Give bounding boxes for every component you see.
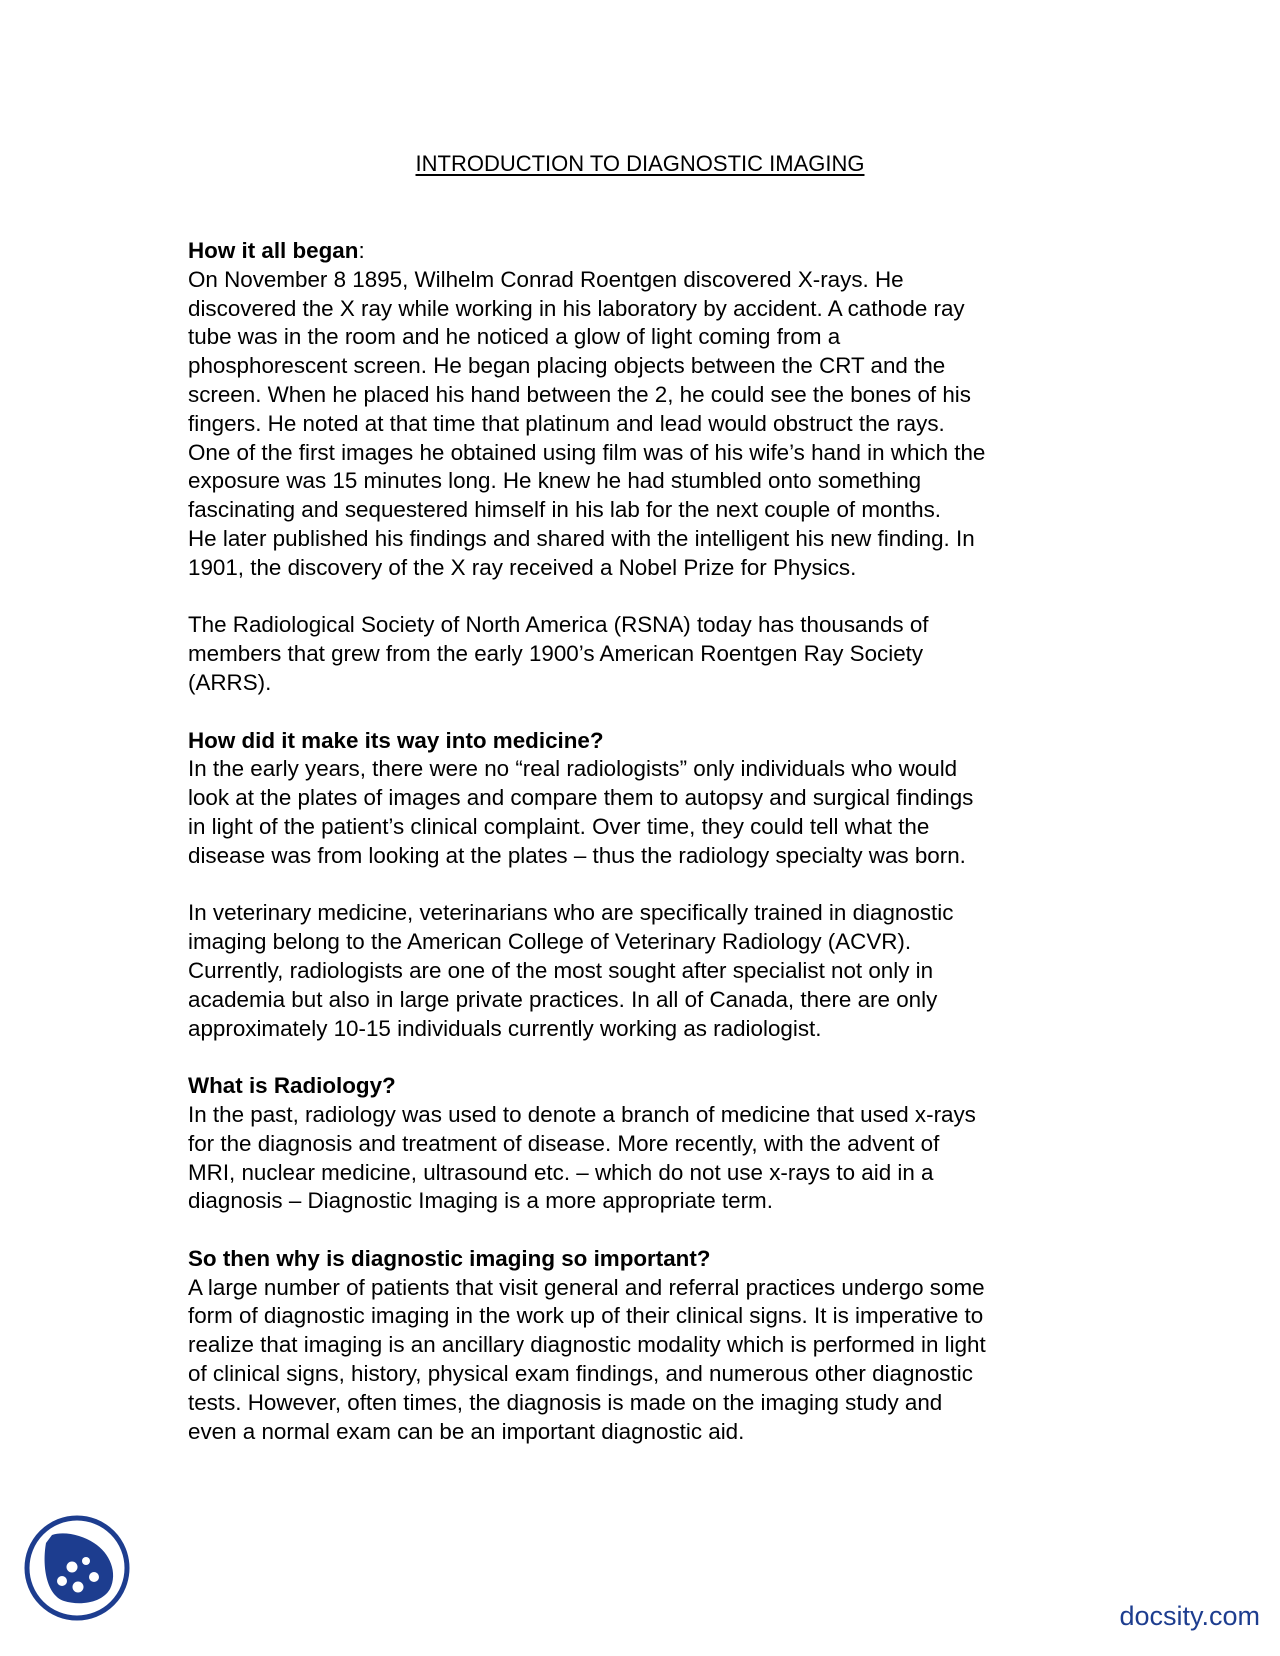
document-body <box>188 237 1108 1446</box>
paragraph-line: In the past, radiology was used to denote a branch of medicine that used x-rays <box>188 1101 976 1127</box>
paragraph-line: discovered the X ray while working in his laboratory by accident. A cathode ray <box>188 295 965 321</box>
paragraph-line: On November 8 1895, Wilhelm Conrad Roentgen discovered X-rays. He <box>188 266 904 292</box>
paragraph-line: of clinical signs, history, physical exam findings, and numerous other diagnostic <box>188 1361 973 1387</box>
paragraph-line: He later published his findings and shared with the intelligent his new finding. In <box>188 525 975 551</box>
paragraph-line: disease was from looking at the plates – thus the radiology specialty was born. <box>188 842 966 868</box>
section-heading-text: How it all began <box>188 238 359 263</box>
paragraph-line: diagnosis – Diagnostic Imaging is a more appropriate term. <box>188 1188 773 1214</box>
paragraph-line: for the diagnosis and treatment of disease. More recently, with the advent of <box>188 1130 940 1156</box>
section-heading: So then why is diagnostic imaging so important? <box>188 1245 711 1271</box>
paragraph-line: approximately 10-15 individuals currently working as radiologist. <box>188 1015 822 1041</box>
page-title: INTRODUCTION TO DIAGNOSTIC IMAGING <box>415 151 865 176</box>
section-what-is-radiology <box>188 1072 1108 1216</box>
paragraph-line: 1901, the discovery of the X ray received a Nobel Prize for Physics. <box>188 554 857 580</box>
paragraph-line: In veterinary medicine, veterinarians who are specifically trained in diagnostic <box>188 900 954 926</box>
docsity-logo-icon[interactable] <box>22 1513 132 1623</box>
paragraph-line: phosphorescent screen. He began placing objects between the CRT and the <box>188 353 946 379</box>
section-veterinary <box>188 899 1108 1043</box>
paragraph-line: MRI, nuclear medicine, ultrasound etc. – which do not use x-rays to aid in a <box>188 1159 934 1185</box>
paragraph-line: imaging belong to the American College of Veterinary Radiology (ACVR). <box>188 929 912 955</box>
paragraph-line: tests. However, often times, the diagnosis is made on the imaging study and <box>188 1389 943 1415</box>
section-into-medicine <box>188 727 1108 871</box>
paragraph-line: academia but also in large private practices. In all of Canada, there are only <box>188 986 938 1012</box>
paragraph-line: in light of the patient’s clinical complaint. Over time, they could tell what the <box>188 813 930 839</box>
paragraph-line: screen. When he placed his hand between the 2, he could see the bones of his <box>188 381 971 407</box>
paragraph-line: even a normal exam can be an important diagnostic aid. <box>188 1418 745 1444</box>
paragraph-line: Currently, radiologists are one of the most sought after specialist not only in <box>188 957 934 983</box>
section-heading: How did it make its way into medicine? <box>188 727 604 753</box>
paragraph-line: tube was in the room and he noticed a glow of light coming from a <box>188 324 841 350</box>
paragraph-line: One of the first images he obtained using film was of his wife’s hand in which the <box>188 439 986 465</box>
section-rsna <box>188 611 1108 697</box>
paragraph-line: fingers. He noted at that time that platinum and lead would obstruct the rays. <box>188 410 945 436</box>
paragraph-line: (ARRS). <box>188 669 272 695</box>
paragraph-line: A large number of patients that visit general and referral practices undergo some <box>188 1274 985 1300</box>
paragraph-line: realize that imaging is an ancillary diagnostic modality which is performed in light <box>188 1332 986 1358</box>
section-heading <box>188 237 1108 266</box>
docsity-brand-link[interactable]: docsity.com <box>1119 1601 1260 1631</box>
paragraph-line: look at the plates of images and compare them to autopsy and surgical findings <box>188 785 974 811</box>
paragraph-line: In the early years, there were no “real radiologists” only individuals who would <box>188 756 958 782</box>
paragraph-line: exposure was 15 minutes long. He knew he had stumbled onto something <box>188 468 922 494</box>
heading-colon: : <box>358 238 365 263</box>
paragraph-line: members that grew from the early 1900’s American Roentgen Ray Society <box>188 641 924 667</box>
section-how-it-began <box>188 237 1108 583</box>
paragraph-line: The Radiological Society of North America (RSNA) today has thousands of <box>188 612 929 638</box>
section-why-important <box>188 1245 1108 1447</box>
paragraph-line: fascinating and sequestered himself in his lab for the next couple of months. <box>188 497 942 523</box>
paragraph-line: form of diagnostic imaging in the work up of their clinical signs. It is imperative to <box>188 1303 984 1329</box>
section-heading: What is Radiology? <box>188 1073 396 1099</box>
